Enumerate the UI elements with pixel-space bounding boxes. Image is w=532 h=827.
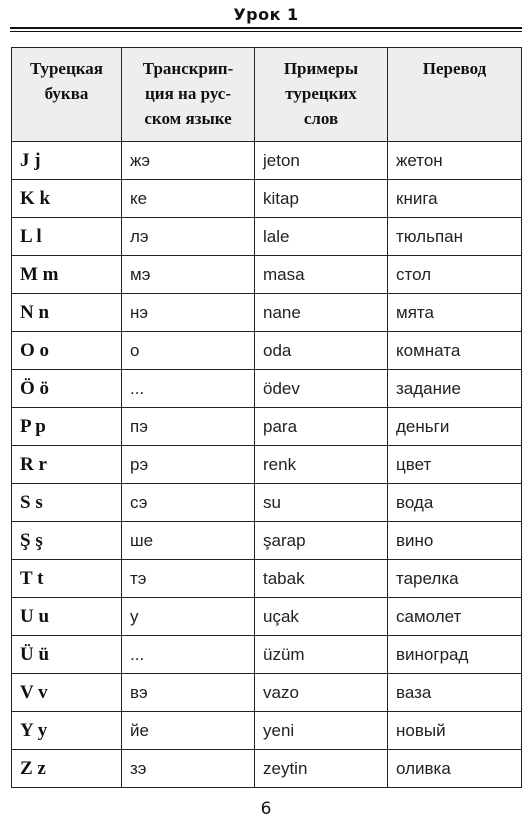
letter-cell: Ş ş [12,522,122,560]
letter-cell: Z z [12,750,122,788]
letter-cell: N n [12,294,122,332]
transcription-cell: у [122,598,255,636]
translation-cell: жетон [388,142,522,180]
transcription-cell: зэ [122,750,255,788]
letter-cell: Ü ü [12,636,122,674]
table-row [12,218,522,256]
table-header [12,48,522,142]
table-row [12,446,522,484]
example-cell: tabak [255,560,388,598]
table-row [12,180,522,218]
translation-cell: деньги [388,408,522,446]
header-rule-thick [10,27,522,29]
translation-cell: тюльпан [388,218,522,256]
translation-cell: вода [388,484,522,522]
column-header-line: Примеры [283,59,359,78]
letter-cell: Ö ö [12,370,122,408]
transcription-cell: мэ [122,256,255,294]
transcription-cell: йе [122,712,255,750]
column-header-examples [255,48,388,142]
table-row [12,674,522,712]
example-cell: zeytin [255,750,388,788]
table-row [12,370,522,408]
translation-cell: задание [388,370,522,408]
letter-cell: K k [12,180,122,218]
column-header-line: Перевод [422,59,487,78]
table-row [12,560,522,598]
table-row [12,750,522,788]
transcription-cell: о [122,332,255,370]
example-cell: üzüm [255,636,388,674]
example-cell: yeni [255,712,388,750]
example-cell: jeton [255,142,388,180]
table-row [12,332,522,370]
table-row [12,636,522,674]
transcription-cell: вэ [122,674,255,712]
table-row [12,712,522,750]
translation-cell: комната [388,332,522,370]
letter-cell: V v [12,674,122,712]
table-row [12,408,522,446]
table-row [12,142,522,180]
table-row [12,522,522,560]
example-cell: şarap [255,522,388,560]
letter-cell: J j [12,142,122,180]
transcription-cell: ... [122,370,255,408]
transcription-cell: пэ [122,408,255,446]
column-header-line: ском языке [144,109,232,128]
letter-cell: Y y [12,712,122,750]
lesson-title: Урок 1 [233,5,299,24]
example-cell: uçak [255,598,388,636]
example-cell: lale [255,218,388,256]
letter-cell: O o [12,332,122,370]
column-header-letter [12,48,122,142]
transcription-cell: жэ [122,142,255,180]
translation-cell: вино [388,522,522,560]
translation-cell: стол [388,256,522,294]
table-row [12,256,522,294]
translation-cell: виноград [388,636,522,674]
column-header-translation [388,48,522,142]
example-cell: vazo [255,674,388,712]
letter-cell: R r [12,446,122,484]
translation-cell: оливка [388,750,522,788]
page-number: 6 [260,799,272,819]
column-header-line: Транскрип- [142,59,234,78]
letter-cell: M m [12,256,122,294]
table-row [12,294,522,332]
transcription-cell: сэ [122,484,255,522]
translation-cell: книга [388,180,522,218]
translation-cell: самолет [388,598,522,636]
translation-cell: мята [388,294,522,332]
transcription-cell: ше [122,522,255,560]
table-body [12,142,522,788]
example-cell: su [255,484,388,522]
letter-cell: T t [12,560,122,598]
example-cell: para [255,408,388,446]
letter-cell: L l [12,218,122,256]
table-row [12,598,522,636]
column-header-line: ция на рус- [145,84,231,103]
example-cell: masa [255,256,388,294]
example-cell: renk [255,446,388,484]
example-cell: ödev [255,370,388,408]
transcription-cell: нэ [122,294,255,332]
letter-cell: S s [12,484,122,522]
column-header-line: турецких [285,84,357,103]
letter-cell: U u [12,598,122,636]
translation-cell: ваза [388,674,522,712]
translation-cell: цвет [388,446,522,484]
table-row [12,484,522,522]
column-header-line: Турецкая [29,59,104,78]
transcription-cell: лэ [122,218,255,256]
transcription-cell: тэ [122,560,255,598]
example-cell: oda [255,332,388,370]
table-header-row [12,48,522,142]
example-cell: nane [255,294,388,332]
transcription-cell: рэ [122,446,255,484]
translation-cell: новый [388,712,522,750]
column-header-transcription [122,48,255,142]
transcription-cell: ... [122,636,255,674]
column-header-line: буква [44,84,89,103]
transcription-cell: ке [122,180,255,218]
translation-cell: тарелка [388,560,522,598]
column-header-line: слов [303,109,339,128]
header-rule-thin [10,31,522,32]
example-cell: kitap [255,180,388,218]
alphabet-table [11,47,522,788]
letter-cell: P p [12,408,122,446]
